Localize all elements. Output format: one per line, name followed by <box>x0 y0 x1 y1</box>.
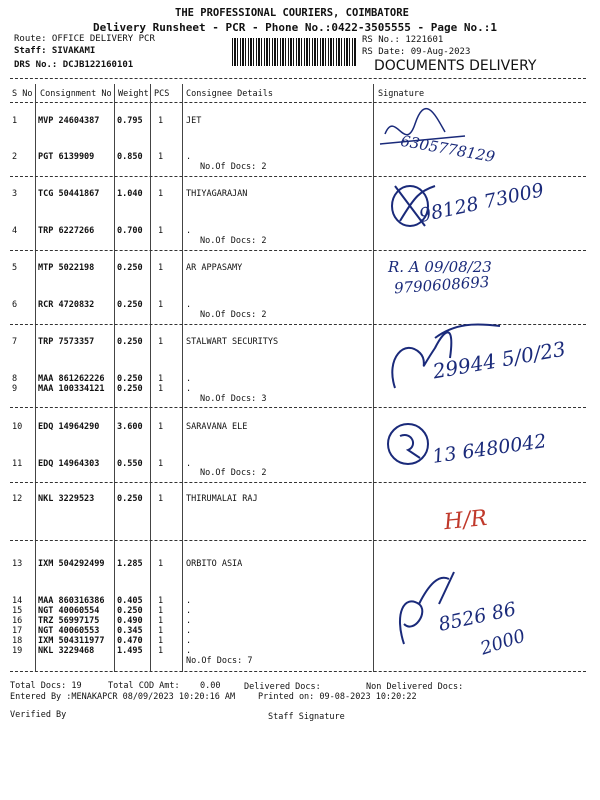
row-pcs: 1 <box>158 596 164 606</box>
rs-date: RS Date: 09-Aug-2023 <box>362 47 471 57</box>
row-consignment: NGT 40060553 <box>38 626 100 636</box>
row-consignee: JET <box>186 116 202 126</box>
row-sno: 19 <box>12 646 23 656</box>
staff: Staff: SIVAKAMI <box>14 46 96 56</box>
docs-count: No.Of Docs: 2 <box>200 468 267 478</box>
row-weight: 0.250 <box>117 374 143 384</box>
row-consignee: . <box>186 626 192 636</box>
row-consignee: . <box>186 384 192 394</box>
row-consignment: TRP 7573357 <box>38 337 95 347</box>
row-weight: 0.250 <box>117 606 143 616</box>
drs-number: DRS No.: DCJB122160101 <box>14 60 134 70</box>
signature-7-number-2: 2000 <box>477 625 528 660</box>
row-consignment: MTP 5022198 <box>38 263 95 273</box>
row-consignee: . <box>186 300 192 310</box>
verified-by: Verified By <box>10 710 67 720</box>
col-consignee: Consignee Details <box>186 89 273 99</box>
row-sno: 5 <box>12 263 18 273</box>
row-weight: 3.600 <box>117 422 143 432</box>
entered-by: Entered By :MENAKAPCR 08/09/2023 10:20:16 AM <box>10 692 236 702</box>
signature-5-number: 13 6480042 <box>431 430 548 468</box>
row-weight: 0.250 <box>117 384 143 394</box>
staff-signature: Staff Signature <box>268 712 345 722</box>
row-weight: 0.250 <box>117 300 143 310</box>
row-consignment: MAA 861262226 <box>38 374 105 384</box>
delivered-docs: Delivered Docs: <box>244 682 321 692</box>
route: Route: OFFICE DELIVERY PCR <box>14 34 155 44</box>
row-pcs: 1 <box>158 494 164 504</box>
row-consignee: . <box>186 459 192 469</box>
row-consignee: . <box>186 646 192 656</box>
row-consignment: TRZ 56997175 <box>38 616 100 626</box>
total-cod-label: Total COD Amt: <box>108 681 180 691</box>
barcode <box>232 38 356 66</box>
row-sno: 1 <box>12 116 18 126</box>
row-consignee: . <box>186 596 192 606</box>
rs-number: RS No.: 1221601 <box>362 35 444 45</box>
total-docs: Total Docs: 19 <box>10 681 82 691</box>
row-consignment: TRP 6227266 <box>38 226 95 236</box>
row-consignee: STALWART SECURITYS <box>186 337 279 347</box>
row-weight: 0.850 <box>117 152 143 162</box>
row-consignment: TCG 50441867 <box>38 189 100 199</box>
divider <box>10 540 586 541</box>
row-weight: 1.040 <box>117 189 143 199</box>
printed-on: Printed on: 09-08-2023 10:20:22 <box>258 692 417 702</box>
col-sno: S No <box>12 89 33 99</box>
row-pcs: 1 <box>158 459 164 469</box>
docs-count: No.Of Docs: 2 <box>200 310 267 320</box>
row-consignment: EDQ 14964290 <box>38 422 100 432</box>
total-cod-value: 0.00 <box>200 681 221 691</box>
row-consignment: NKL 3229523 <box>38 494 95 504</box>
row-consignment: MVP 24604387 <box>38 116 100 126</box>
row-pcs: 1 <box>158 422 164 432</box>
row-pcs: 1 <box>158 263 164 273</box>
row-pcs: 1 <box>158 606 164 616</box>
row-pcs: 1 <box>158 116 164 126</box>
divider <box>10 482 586 483</box>
docs-count: No.Of Docs: 7 <box>186 656 253 666</box>
row-consignee: THIYAGARAJAN <box>186 189 248 199</box>
row-consignee: AR APPASAMY <box>186 263 243 273</box>
row-sno: 6 <box>12 300 18 310</box>
column-rule <box>150 84 151 672</box>
row-sno: 4 <box>12 226 18 236</box>
row-sno: 7 <box>12 337 18 347</box>
column-rule <box>373 84 374 672</box>
col-signature: Signature <box>378 89 425 99</box>
row-pcs: 1 <box>158 626 164 636</box>
row-consignment: MAA 860316386 <box>38 596 105 606</box>
divider <box>10 407 586 408</box>
signature-7-number: 8526 86 <box>436 598 519 636</box>
row-consignment: NKL 3229468 <box>38 646 95 656</box>
row-consignment: RCR 4720832 <box>38 300 95 310</box>
row-weight: 0.470 <box>117 636 143 646</box>
signature-1-number: 6305778129 <box>399 131 497 167</box>
row-consignment: IXM 504311977 <box>38 636 105 646</box>
row-weight: 0.795 <box>117 116 143 126</box>
row-weight: 0.250 <box>117 494 143 504</box>
page-title: Delivery Runsheet - PCR - Phone No.:0422-3505555 - Page No.:1 <box>93 21 497 34</box>
row-weight: 0.345 <box>117 626 143 636</box>
row-consignment: EDQ 14964303 <box>38 459 100 469</box>
handwritten-note: H/R <box>442 505 489 536</box>
signature-4-number: 29944 5/0/23 <box>430 336 568 384</box>
row-pcs: 1 <box>158 226 164 236</box>
row-weight: 0.405 <box>117 596 143 606</box>
row-consignment: MAA 100334121 <box>38 384 105 394</box>
docs-count: No.Of Docs: 2 <box>200 162 267 172</box>
row-pcs: 1 <box>158 559 164 569</box>
row-sno: 17 <box>12 626 23 636</box>
row-pcs: 1 <box>158 384 164 394</box>
row-pcs: 1 <box>158 636 164 646</box>
row-weight: 0.700 <box>117 226 143 236</box>
row-consignee: SARAVANA ELE <box>186 422 248 432</box>
row-sno: 12 <box>12 494 23 504</box>
column-rule <box>182 84 183 672</box>
row-consignee: ORBITO ASIA <box>186 559 243 569</box>
divider <box>10 176 586 177</box>
row-consignment: PGT 6139909 <box>38 152 95 162</box>
divider <box>10 102 586 103</box>
row-weight: 1.495 <box>117 646 143 656</box>
row-pcs: 1 <box>158 189 164 199</box>
column-rule <box>35 84 36 672</box>
divider <box>10 78 586 79</box>
row-pcs: 1 <box>158 374 164 384</box>
signature-3-name-date: R. A 09/08/23 <box>388 258 492 276</box>
row-consignee: . <box>186 226 192 236</box>
divider <box>10 250 586 251</box>
row-sno: 14 <box>12 596 23 606</box>
row-sno: 11 <box>12 459 23 469</box>
row-sno: 9 <box>12 384 18 394</box>
row-consignment: IXM 504292499 <box>38 559 105 569</box>
row-sno: 10 <box>12 422 23 432</box>
row-consignee: . <box>186 636 192 646</box>
row-consignee: . <box>186 616 192 626</box>
row-weight: 0.490 <box>117 616 143 626</box>
row-pcs: 1 <box>158 337 164 347</box>
row-pcs: 1 <box>158 152 164 162</box>
row-consignee: . <box>186 374 192 384</box>
row-sno: 3 <box>12 189 18 199</box>
col-weight: Weight <box>118 89 149 99</box>
row-consignee: . <box>186 606 192 616</box>
row-weight: 1.285 <box>117 559 143 569</box>
signature-3-number: 9790608693 <box>393 272 490 298</box>
row-sno: 16 <box>12 616 23 626</box>
row-sno: 13 <box>12 559 23 569</box>
row-sno: 8 <box>12 374 18 384</box>
row-consignee: THIRUMALAI RAJ <box>186 494 258 504</box>
row-weight: 0.250 <box>117 337 143 347</box>
company-name: THE PROFESSIONAL COURIERS, COIMBATORE <box>175 7 409 19</box>
non-delivered-docs: Non Delivered Docs: <box>366 682 464 692</box>
row-pcs: 1 <box>158 616 164 626</box>
signature-1 <box>375 104 535 174</box>
column-rule <box>114 84 115 672</box>
docs-count: No.Of Docs: 2 <box>200 236 267 246</box>
row-pcs: 1 <box>158 300 164 310</box>
signature-2-number: 98128 73009 <box>417 179 546 227</box>
divider <box>10 671 586 672</box>
docs-count: No.Of Docs: 3 <box>200 394 267 404</box>
row-pcs: 1 <box>158 646 164 656</box>
document-type: DOCUMENTS DELIVERY <box>374 58 537 74</box>
row-sno: 18 <box>12 636 23 646</box>
row-consignee: . <box>186 152 192 162</box>
col-consignment: Consignment No <box>40 89 112 99</box>
row-weight: 0.250 <box>117 263 143 273</box>
row-consignment: NGT 40060554 <box>38 606 100 616</box>
col-pcs: PCS <box>154 89 170 99</box>
row-sno: 15 <box>12 606 23 616</box>
row-weight: 0.550 <box>117 459 143 469</box>
row-sno: 2 <box>12 152 18 162</box>
